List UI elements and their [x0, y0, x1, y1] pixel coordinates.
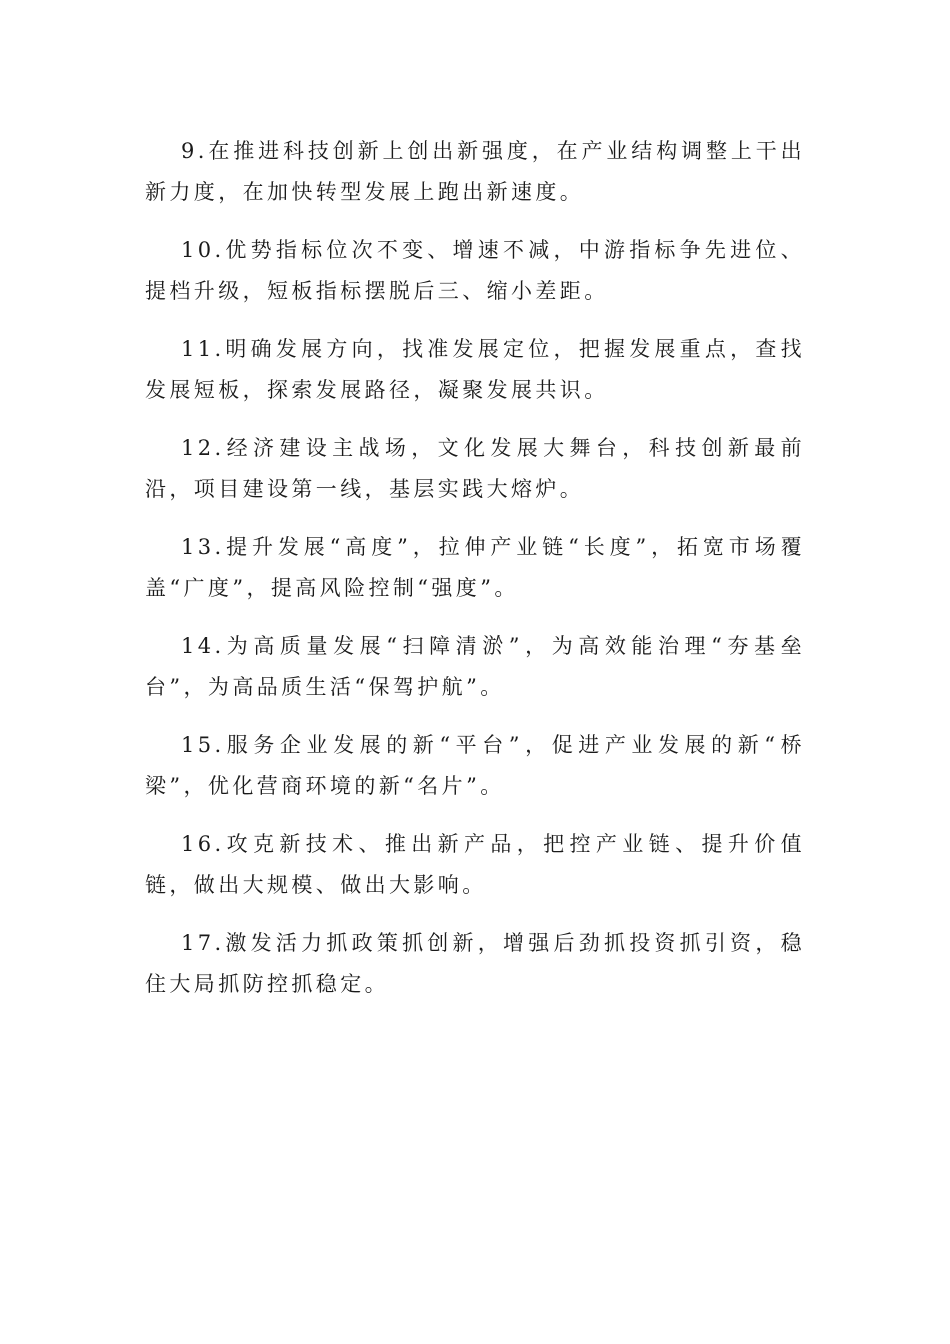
paragraph-item-10: 10.优势指标位次不变、增速不减，中游指标争先进位、提档升级，短板指标摆脱后三、缩小差距。 — [145, 238, 805, 303]
paragraph-item-14: 14.为高质量发展“扫障清淤”，为高效能治理“夯基垒台”，为高品质生活“保驾护航”。 — [145, 634, 805, 699]
document-body — [145, 131, 805, 1022]
paragraph-item-15: 15.服务企业发展的新“平台”，促进产业发展的新“桥梁”，优化营商环境的新“名片”。 — [145, 733, 805, 798]
paragraph-item-13: 13.提升发展“高度”，拉伸产业链“长度”，拓宽市场覆盖“广度”，提高风险控制“强度”。 — [145, 535, 805, 600]
paragraph-item-16: 16.攻克新技术、推出新产品，把控产业链、提升价值链，做出大规模、做出大影响。 — [145, 832, 805, 897]
paragraph-item-17: 17.激发活力抓政策抓创新，增强后劲抓投资抓引资，稳住大局抓防控抓稳定。 — [145, 931, 805, 996]
paragraph-item-11: 11.明确发展方向，找准发展定位，把握发展重点，查找发展短板，探索发展路径，凝聚发展共识。 — [145, 337, 805, 402]
paragraph-item-12: 12.经济建设主战场，文化发展大舞台，科技创新最前沿，项目建设第一线，基层实践大熔炉。 — [145, 436, 805, 501]
paragraph-item-9: 9.在推进科技创新上创出新强度，在产业结构调整上干出新力度，在加快转型发展上跑出新速度。 — [145, 139, 805, 204]
